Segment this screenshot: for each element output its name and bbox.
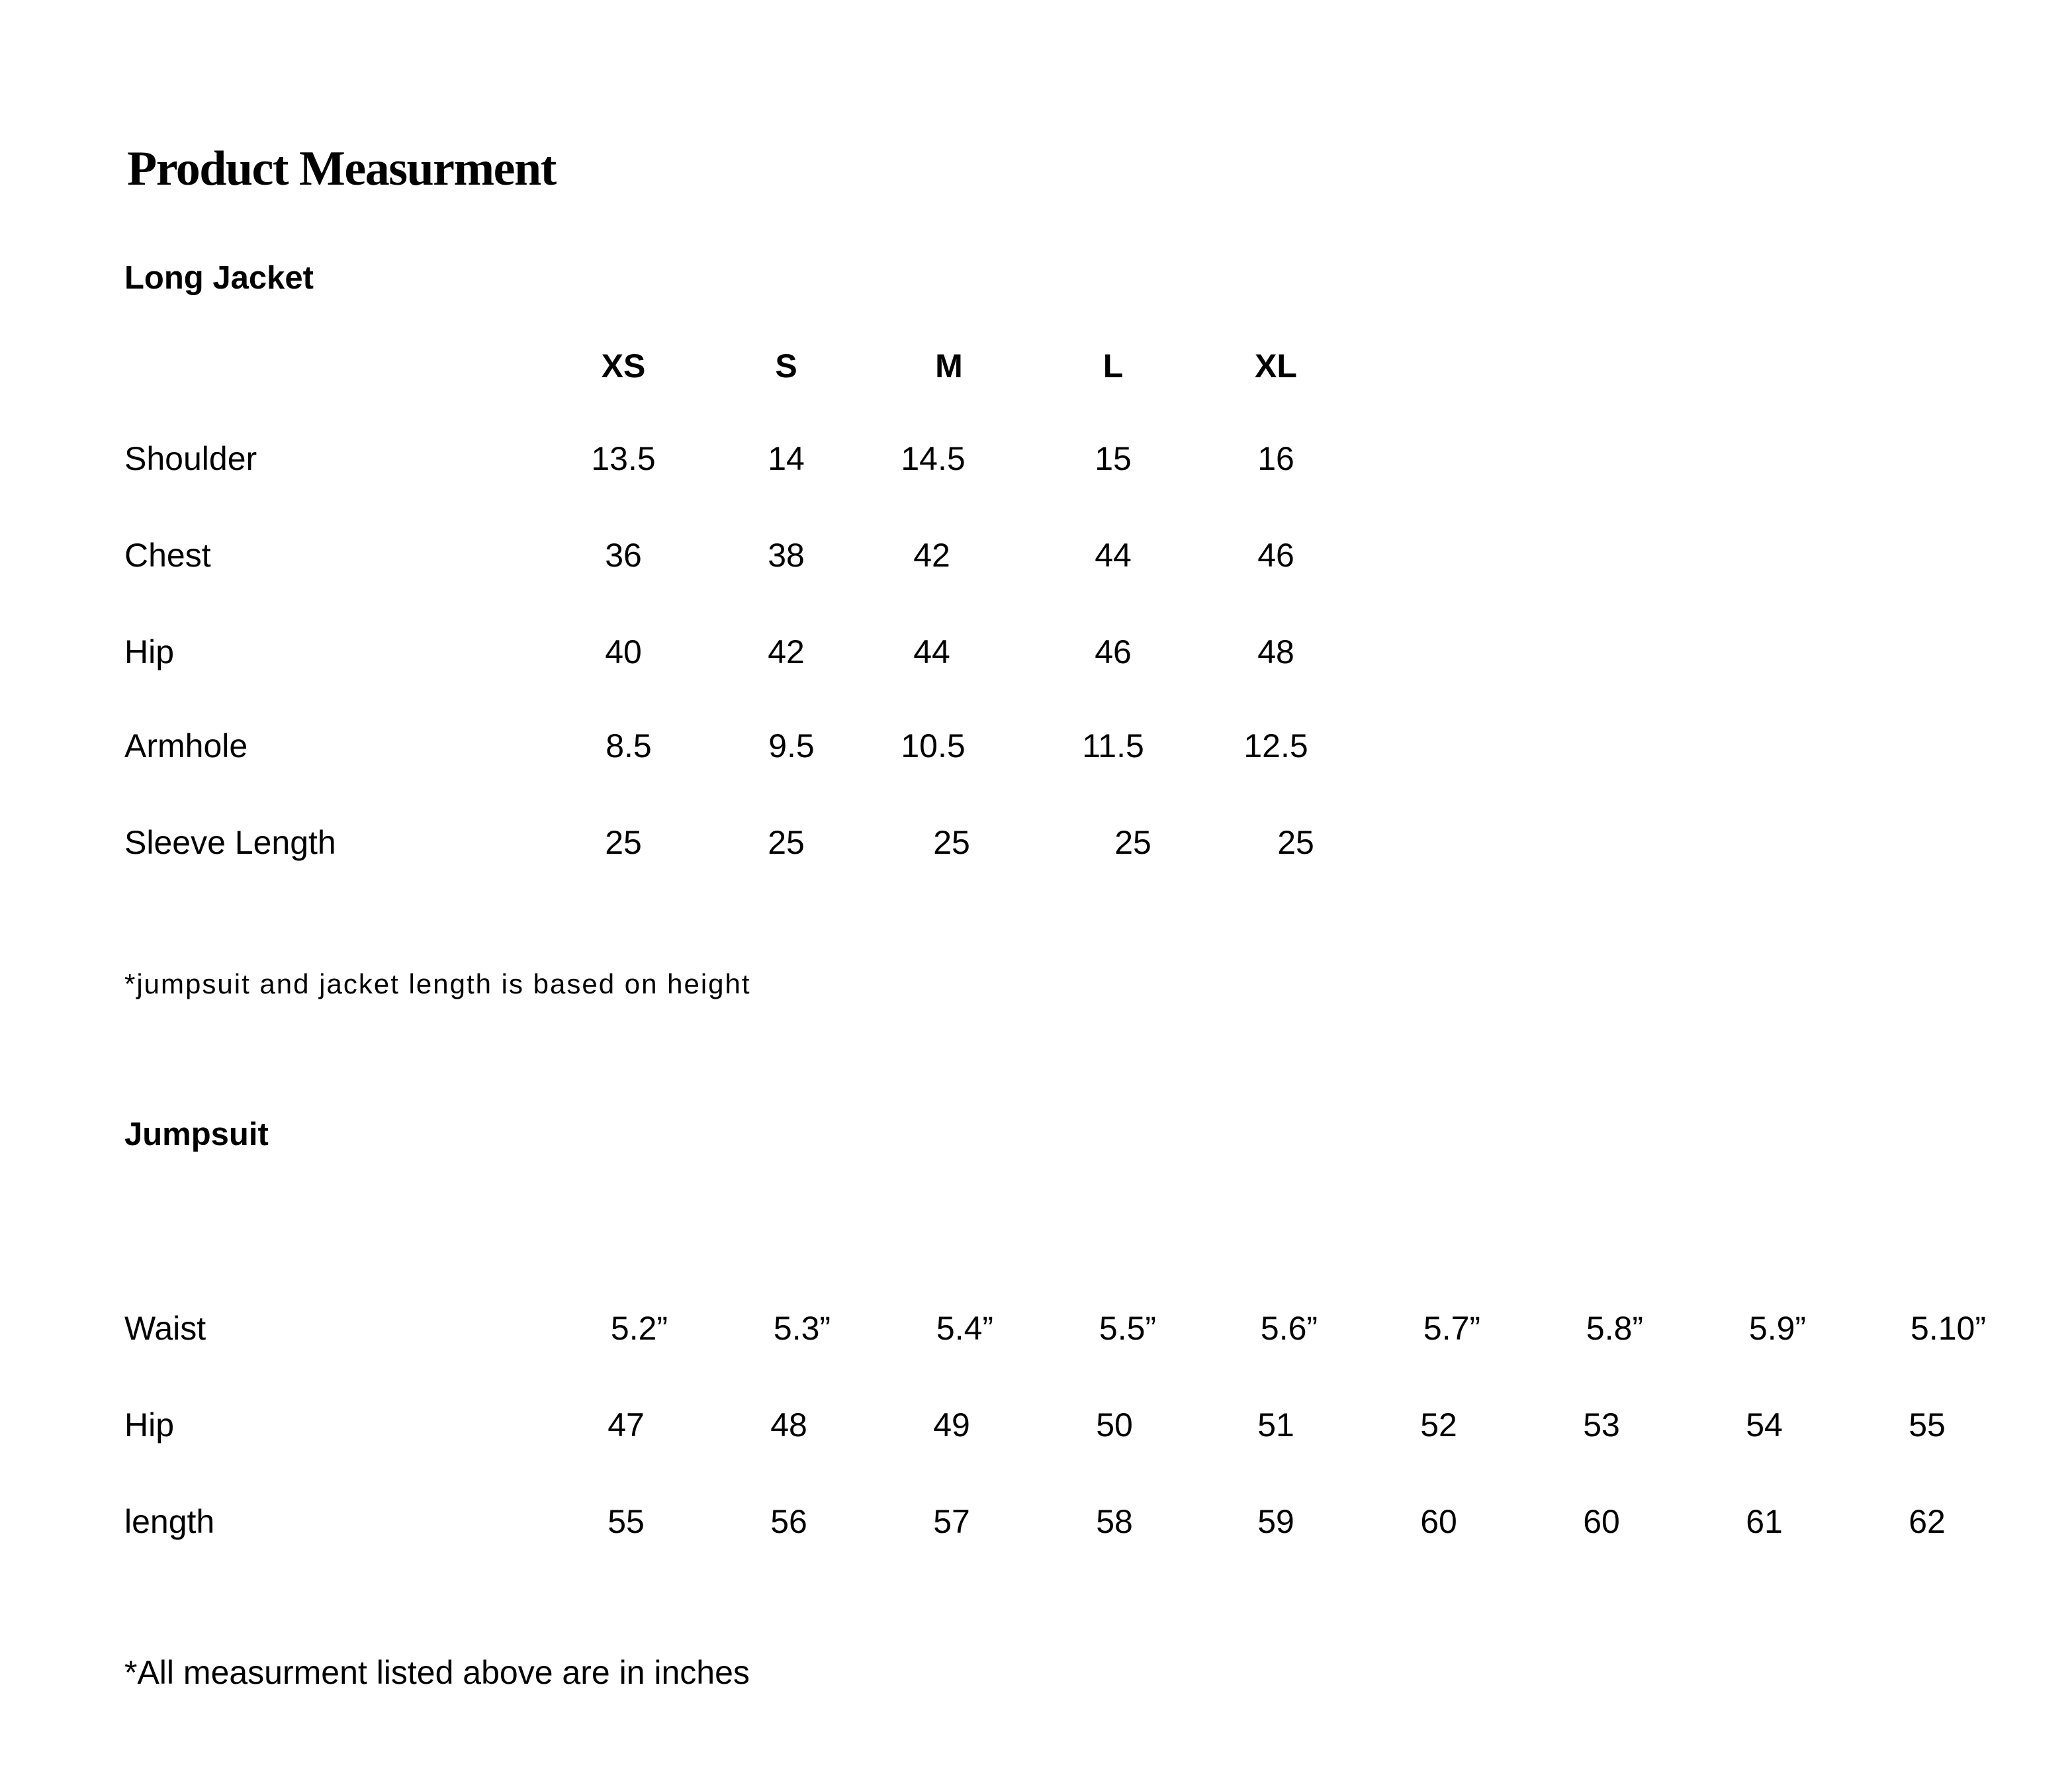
table-cell: 5.6” bbox=[1260, 1310, 1318, 1347]
table-cell: 11.5 bbox=[1082, 727, 1144, 764]
table-cell: 48 bbox=[1257, 633, 1294, 670]
table-cell: 36 bbox=[605, 537, 642, 574]
table-cell: 42 bbox=[768, 633, 805, 670]
table-cell: 5.4” bbox=[936, 1310, 994, 1347]
table-cell: 5.3” bbox=[773, 1310, 831, 1347]
table-cell: 59 bbox=[1257, 1503, 1294, 1540]
section-title-long-jacket: Long Jacket bbox=[124, 260, 314, 296]
row-label: Waist bbox=[124, 1310, 206, 1347]
table-cell: 55 bbox=[608, 1503, 645, 1540]
table-cell: 44 bbox=[913, 633, 950, 670]
table-cell: 5.8” bbox=[1586, 1310, 1644, 1347]
row-label: Hip bbox=[124, 1406, 175, 1443]
table-cell: 58 bbox=[1096, 1503, 1133, 1540]
table-cell: 60 bbox=[1420, 1503, 1457, 1540]
size-header-cell: S bbox=[775, 347, 797, 385]
table-cell: 14 bbox=[768, 440, 805, 477]
row-label: Armhole bbox=[124, 727, 248, 764]
size-header-cell: XL bbox=[1255, 347, 1297, 385]
table-cell: 44 bbox=[1095, 537, 1132, 574]
page-title: Product Measurment bbox=[127, 142, 556, 196]
table-cell: 54 bbox=[1746, 1406, 1783, 1443]
table-cell: 14.5 bbox=[901, 440, 966, 477]
table-cell: 62 bbox=[1909, 1503, 1946, 1540]
table-cell: 13.5 bbox=[591, 440, 656, 477]
table-cell: 9.5 bbox=[768, 727, 815, 764]
table-cell: 38 bbox=[768, 537, 805, 574]
table-cell: 15 bbox=[1095, 440, 1132, 477]
section-title-jumpsuit: Jumpsuit bbox=[124, 1117, 269, 1152]
jacket-length-note: *jumpsuit and jacket length is based on height bbox=[124, 968, 751, 999]
table-cell: 46 bbox=[1257, 537, 1294, 574]
table-cell: 60 bbox=[1583, 1503, 1620, 1540]
table-cell: 25 bbox=[605, 824, 642, 861]
size-header-cell: L bbox=[1103, 347, 1124, 385]
table-cell: 16 bbox=[1257, 440, 1294, 477]
table-cell: 56 bbox=[770, 1503, 807, 1540]
table-cell: 48 bbox=[770, 1406, 807, 1443]
table-cell: 52 bbox=[1420, 1406, 1457, 1443]
table-cell: 10.5 bbox=[901, 727, 966, 764]
row-label: length bbox=[124, 1503, 215, 1540]
table-cell: 8.5 bbox=[606, 727, 652, 764]
table-cell: 55 bbox=[1909, 1406, 1946, 1443]
row-label: Shoulder bbox=[124, 440, 257, 477]
table-cell: 5.2” bbox=[610, 1310, 668, 1347]
table-cell: 5.10” bbox=[1911, 1310, 1986, 1347]
table-cell: 49 bbox=[933, 1406, 970, 1443]
table-cell: 47 bbox=[608, 1406, 645, 1443]
table-cell: 25 bbox=[768, 824, 805, 861]
row-label: Sleeve Length bbox=[124, 824, 336, 861]
table-cell: 53 bbox=[1583, 1406, 1620, 1443]
row-label: Hip bbox=[124, 633, 175, 670]
table-cell: 5.5” bbox=[1099, 1310, 1157, 1347]
table-cell: 46 bbox=[1095, 633, 1132, 670]
table-cell: 12.5 bbox=[1243, 727, 1308, 764]
row-label: Chest bbox=[124, 537, 211, 574]
table-cell: 5.7” bbox=[1423, 1310, 1481, 1347]
table-cell: 25 bbox=[1114, 824, 1151, 861]
table-cell: 25 bbox=[1277, 824, 1314, 861]
size-header-cell: XS bbox=[601, 347, 646, 385]
table-cell: 51 bbox=[1257, 1406, 1294, 1443]
table-cell: 61 bbox=[1746, 1503, 1783, 1540]
table-cell: 50 bbox=[1096, 1406, 1133, 1443]
table-cell: 40 bbox=[605, 633, 642, 670]
units-note: *All measurment listed above are in inches bbox=[124, 1654, 750, 1691]
table-cell: 25 bbox=[933, 824, 970, 861]
size-header-cell: M bbox=[935, 347, 963, 385]
table-cell: 42 bbox=[913, 537, 950, 574]
table-cell: 5.9” bbox=[1748, 1310, 1807, 1347]
table-cell: 57 bbox=[933, 1503, 970, 1540]
